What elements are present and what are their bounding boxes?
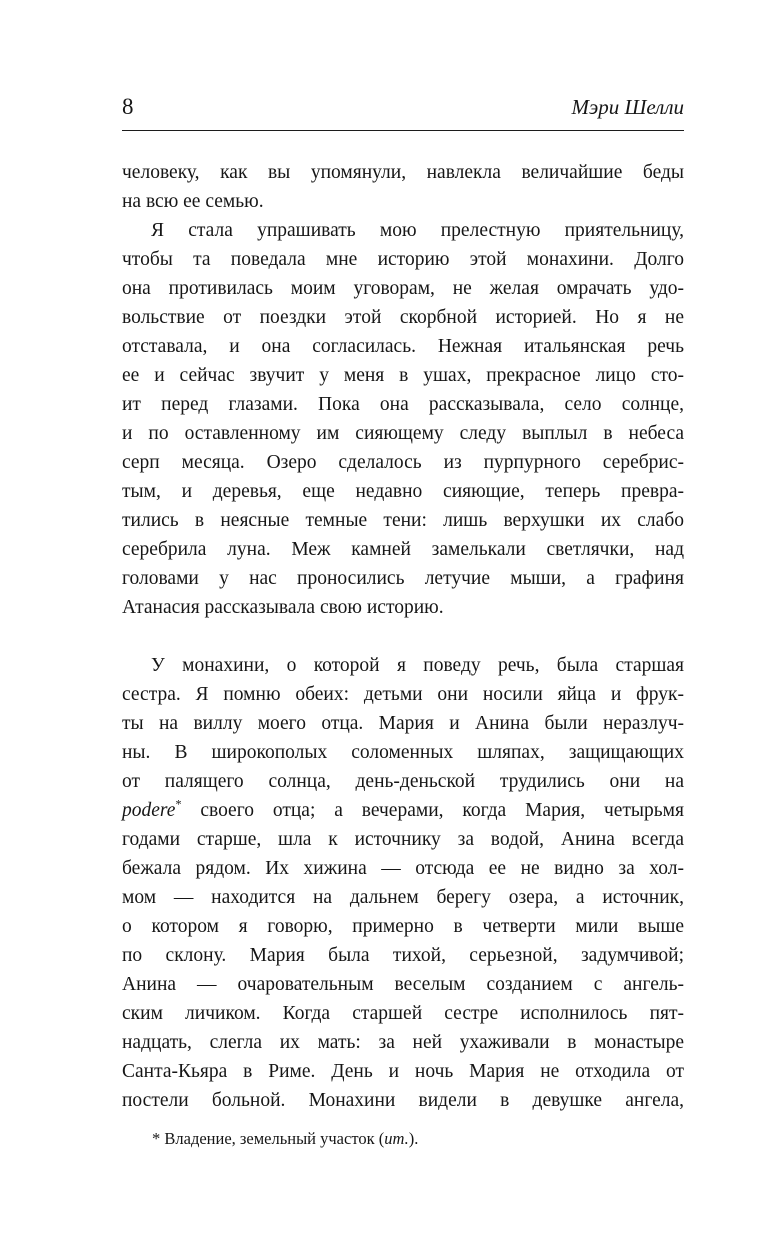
text-line: У монахини, о которой я поведу речь, была старшая bbox=[151, 655, 684, 676]
header-rule bbox=[122, 130, 684, 131]
text-line: серп месяца. Озеро сделалось из пурпурного серебрис- bbox=[122, 452, 684, 473]
text-line: она противилась моим уговорам, не желая омрачать удо- bbox=[122, 278, 684, 299]
text-line: серебрила луна. Меж камней замелькали светлячки, над bbox=[122, 539, 684, 560]
text-line: тым, и деревья, еще недавно сияющие, теперь превра- bbox=[122, 481, 684, 502]
text-line: головами у нас проносились летучие мыши, а графиня bbox=[122, 568, 684, 589]
text-line: ны. В широкополых соломенных шляпах, защищающих bbox=[122, 742, 684, 763]
text-line: по склону. Мария была тихой, серьезной, задумчивой; bbox=[122, 945, 684, 966]
text-line: ским личиком. Когда старшей сестре исполнилось пят- bbox=[122, 1003, 684, 1024]
text-line: ит перед глазами. Пока она рассказывала, село солнце, bbox=[122, 394, 684, 415]
text-line: ты на виллу моего отца. Мария и Анина были неразлуч- bbox=[122, 713, 684, 734]
page-number: 8 bbox=[122, 94, 134, 119]
text-line: Атанасия рассказывала свою историю. bbox=[122, 597, 444, 618]
text-line: ее и сейчас звучит у меня в ушах, прекрасное лицо сто- bbox=[122, 365, 684, 386]
text-line: бежала рядом. Их хижина — отсюда ее не видно за хол- bbox=[122, 858, 684, 879]
text-line: Анина — очаровательным веселым созданием с ангель- bbox=[122, 974, 684, 995]
text-line: чтобы та поведала мне историю этой монахини. Долго bbox=[122, 249, 684, 270]
text-line: сестра. Я помню обеих: детьми они носили яйца и фрук- bbox=[122, 684, 684, 705]
text-line: мом — находится на дальнем берегу озера, а источник, bbox=[122, 887, 684, 908]
text-line: человеку, как вы упомянули, навлекла величайшие беды bbox=[122, 162, 684, 183]
text-line: отставала, и она согласилась. Нежная итальянская речь bbox=[122, 336, 684, 357]
page-header bbox=[122, 94, 684, 120]
text-line: от палящего солнца, день-деньской трудились они на bbox=[122, 771, 684, 792]
text-line: Санта-Кьяра в Риме. День и ночь Мария не отходила от bbox=[122, 1061, 684, 1082]
body-text bbox=[122, 158, 684, 1115]
text-line: и по оставленному им сияющему следу выплыл в небеса bbox=[122, 423, 684, 444]
text-line: вольствие от поездки этой скорбной историей. Но я не bbox=[122, 307, 684, 328]
footnote: * Владение, земельный участок (ит.). bbox=[152, 1129, 419, 1148]
text-line: надцать, слегла их мать: за ней ухаживали в монастыре bbox=[122, 1032, 684, 1053]
paragraph bbox=[122, 216, 684, 622]
text-line: podere* своего отца; а вечерами, когда Мария, четырьмя bbox=[122, 797, 684, 821]
text-line: Я стала упрашивать мою прелестную приятельницу, bbox=[151, 220, 684, 241]
running-title: Мэри Шелли bbox=[571, 95, 684, 119]
text-line: о котором я говорю, примерно в четверти мили выше bbox=[122, 916, 684, 937]
text-line: тились в неясные темные тени: лишь верхушки их слабо bbox=[122, 510, 684, 531]
text-line: годами старше, шла к источнику за водой, Анина всегда bbox=[122, 829, 684, 850]
paragraph bbox=[122, 651, 684, 1115]
paragraph bbox=[122, 158, 684, 216]
text-line: на всю ее семью. bbox=[122, 191, 264, 212]
text-line: постели больной. Монахини видели в девушке ангела, bbox=[122, 1090, 684, 1111]
